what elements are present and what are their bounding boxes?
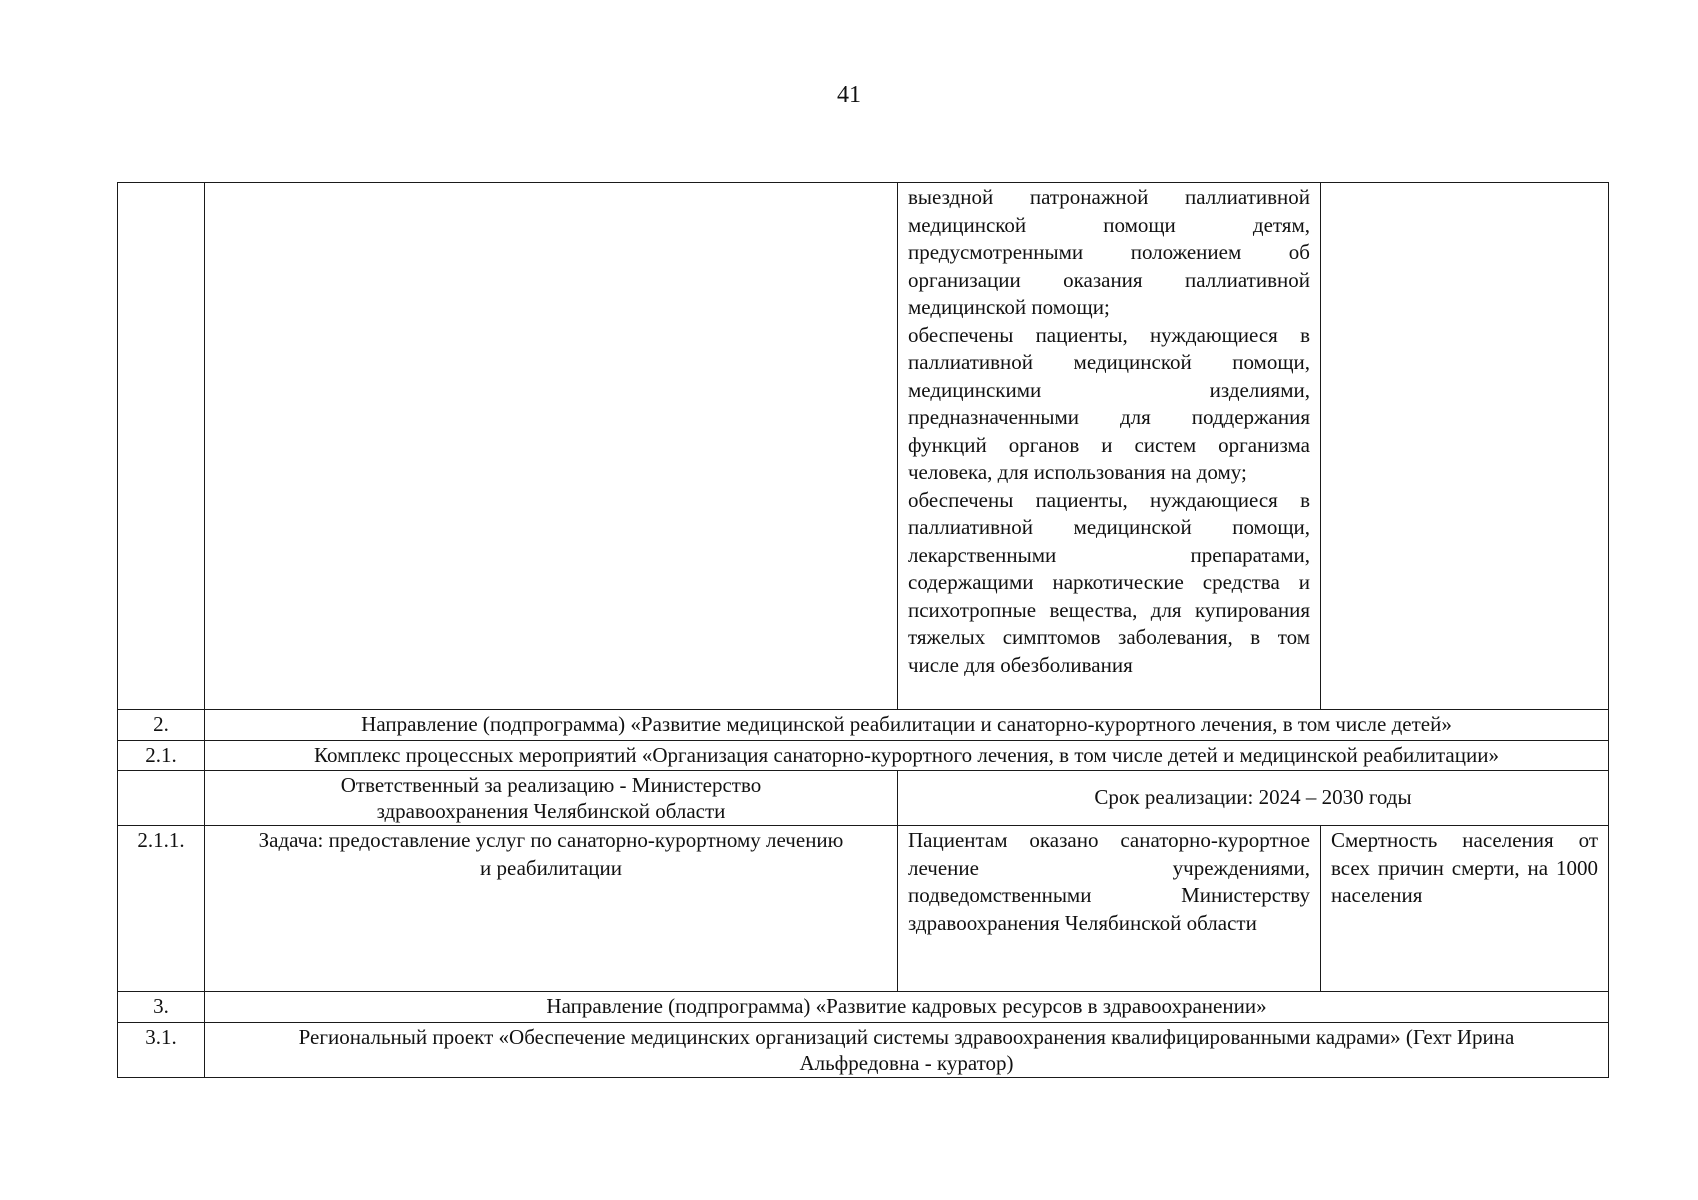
cell-number-empty — [118, 183, 205, 710]
table-row-direction-2 — [118, 710, 1609, 741]
direction-title: Направление (подпрограмма) «Развитие медицинской реабилитации и санаторно-курортного лечения, в том числе детей» — [205, 710, 1609, 741]
program-table — [117, 182, 1609, 1078]
cell-indicator-empty — [1321, 183, 1609, 710]
task-cell: Задача: предоставление услуг по санаторно-курортному лечению и реабилитации — [205, 826, 898, 992]
direction-title: Направление (подпрограмма) «Развитие кадровых ресурсов в здравоохранении» — [205, 992, 1609, 1023]
table-row-responsible — [118, 771, 1609, 826]
cell-results — [898, 183, 1321, 710]
table-row-task-2-1-1 — [118, 826, 1609, 992]
row-number: 3.1. — [118, 1022, 205, 1077]
table-row-project-3-1 — [118, 1022, 1609, 1077]
result-paragraph: выездной патронажной паллиативной медицинской помощи детям, предусмотренными положением об организации оказания паллиативной медицинской помощи; — [908, 185, 1310, 319]
cell-task-empty — [205, 183, 898, 710]
result-cell: Пациентам оказано санаторно-курортное лечение учреждениями, подведомственными Министерству здравоохранения Челябинской области — [898, 826, 1321, 992]
result-paragraph: обеспечены пациенты, нуждающиеся в паллиативной медицинской помощи, медицинскими изделиями, предназначенными для поддержания функций органов и систем организма человека, для использования на дому; — [908, 322, 1310, 484]
row-number: 2.1. — [118, 740, 205, 771]
table-row-continuation — [118, 183, 1609, 710]
term-cell: Срок реализации: 2024 – 2030 годы — [898, 771, 1609, 826]
responsible-cell: Ответственный за реализацию - Министерство здравоохранения Челябинской области — [205, 771, 898, 826]
row-number: 2.1.1. — [118, 826, 205, 992]
table-row-direction-3 — [118, 992, 1609, 1023]
result-paragraph: обеспечены пациенты, нуждающиеся в паллиативной медицинской помощи, лекарственными препаратами, содержащими наркотические средства и психотропные вещества, для купирования тяжелых симптомов заболевания, в том числе для обезболивания — [908, 487, 1310, 677]
table-row-complex-2-1 — [118, 740, 1609, 771]
page-number: 41 — [837, 82, 861, 108]
project-title: Региональный проект «Обеспечение медицинских организаций системы здравоохранения квалифицированными кадрами» (Гехт Ирина Альфредовна - куратор) — [205, 1022, 1609, 1077]
row-number: 3. — [118, 992, 205, 1023]
indicator-cell: Смертность населения от всех причин смерти, на 1000 населения — [1321, 826, 1609, 992]
row-number: 2. — [118, 710, 205, 741]
complex-title: Комплекс процессных мероприятий «Организация санаторно-курортного лечения, в том числе детей и медицинской реабилитации» — [205, 740, 1609, 771]
cell-number-empty — [118, 771, 205, 826]
